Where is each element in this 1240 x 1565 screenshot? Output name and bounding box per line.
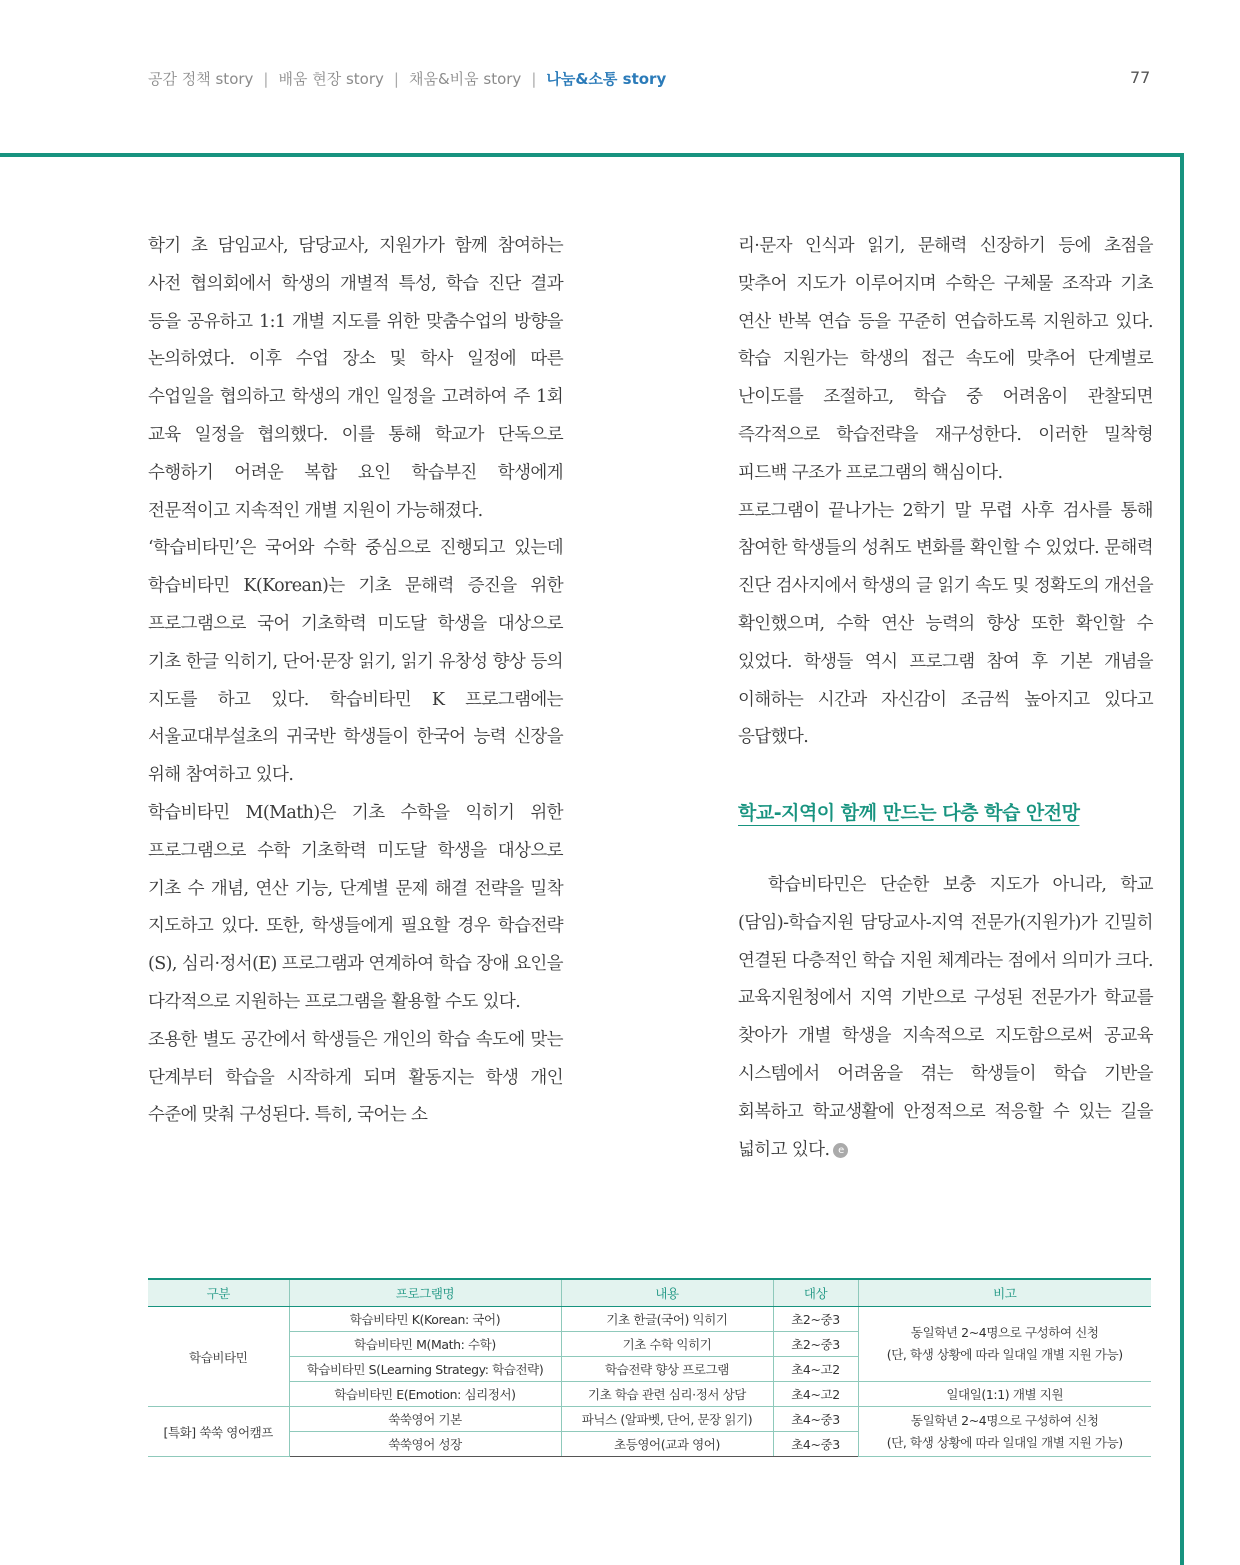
target-cell: 초2~중3 — [773, 1307, 858, 1332]
target-cell: 초4~고2 — [773, 1357, 858, 1382]
end-mark-icon: e — [833, 1143, 848, 1158]
frame-top-rule — [0, 153, 1184, 157]
table-row — [148, 1407, 1151, 1432]
nav-separator: | — [393, 70, 399, 88]
col-header-content: 내용 — [561, 1279, 773, 1307]
content-cell: 파닉스 (알파벳, 단어, 문장 읽기) — [561, 1407, 773, 1432]
col-header-target: 대상 — [773, 1279, 858, 1307]
note-line: 동일학년 2~4명으로 구성하여 신청 — [910, 1412, 1099, 1428]
page-number: 77 — [1130, 68, 1151, 87]
content-cell: 학습전략 향상 프로그램 — [561, 1357, 773, 1382]
note-cell — [858, 1407, 1151, 1457]
frame-right-rule — [1180, 153, 1184, 1565]
category-cell: 학습비타민 — [148, 1307, 289, 1407]
note-cell: 일대일(1:1) 개별 지원 — [858, 1382, 1151, 1407]
nav-item-policy[interactable]: 공감 정책 story — [148, 70, 254, 88]
content-cell: 기초 학습 관련 심리·정서 상담 — [561, 1382, 773, 1407]
body-paragraph: 리·문자 인식과 읽기, 문해력 신장하기 등에 초점을 맞추어 지도가 이루어지며 수학은 구체물 조작과 기초 연산 반복 연습 등을 꾸준히 연습하도록 지원하고 있다. 학습 지원가는 학생의 접근 속도에 맞추어 단계별로 난이도를 조절하고, 학습 중 어려움이 관찰되면 즉각적으로 학습전략을 재구성한다. 이러한 밀착형 피드백 구조가 프로그램의 핵심이다. — [738, 236, 1153, 483]
target-cell: 초4~중3 — [773, 1432, 858, 1457]
closing-paragraph — [738, 867, 1153, 1169]
target-cell: 초2~중3 — [773, 1332, 858, 1357]
note-line: 동일학년 2~4명으로 구성하여 신청 — [910, 1325, 1099, 1340]
nav-separator: | — [263, 70, 269, 88]
program-cell: 학습비타민 M(Math: 수학) — [289, 1332, 561, 1357]
body-paragraph: 학기 초 담임교사, 담당교사, 지원가가 함께 참여하는 사전 협의회에서 학생의 개별적 특성, 학습 진단 결과 등을 공유하고 1:1 개별 지도를 위한 맞춤수업의 방향을 논의하였다. 이후 수업 장소 및 학사 일정에 따른 수업일을 협의하고 학생의 개인 일정을 고려하여 주 1회 교육 일정을 협의했다. 이를 통해 학교가 단독으로 수행하기 어려운 복합 요인 학습부진 학생에게 전문적이고 지속적인 개별 지원이 가능해졌다. — [148, 236, 563, 521]
program-cell: 쑥쑥영어 성장 — [289, 1432, 561, 1457]
col-header-category: 구분 — [148, 1279, 289, 1307]
nav-separator: | — [531, 70, 537, 88]
target-cell: 초4~고2 — [773, 1382, 858, 1407]
table-header-row — [148, 1279, 1151, 1307]
note-line: (단, 학생 상황에 따라 일대일 개별 지원 가능) — [886, 1347, 1123, 1362]
nav-item-share-active[interactable]: 나눔&소통 story — [546, 70, 667, 88]
section-nav — [148, 68, 666, 89]
program-table — [148, 1278, 1151, 1457]
body-paragraph: ‘학습비타민’은 국어와 수학 중심으로 진행되고 있는데 학습비타민 K(Korean)는 기초 문해력 증진을 위한 프로그램으로 국어 기초학력 미도달 학생을 대상으로 기초 한글 익히기, 단어·문장 읽기, 읽기 유창성 향상 등의 지도를 하고 있다. 학습비타민 K 프로그램에는 서울교대부설초의 귀국반 학생들이 한국어 능력 신장을 위해 참여하고 있다. — [148, 538, 563, 786]
right-column — [738, 228, 1153, 1169]
nav-item-field[interactable]: 배움 현장 story — [278, 70, 384, 88]
col-header-program: 프로그램명 — [289, 1279, 561, 1307]
body-paragraph: 학습비타민 M(Math)은 기초 수학을 익히기 위한 프로그램으로 수학 기초학력 미도달 학생을 대상으로 기초 수 개념, 연산 기능, 단계별 문제 해결 전략을 밀착 지도하고 있다. 또한, 학생들에게 필요할 경우 학습전략(S), 심리·정서(E) 프로그램과 연계하여 학습 장애 요인을 다각적으로 지원하는 프로그램을 활용할 수도 있다. — [148, 802, 563, 1012]
content-cell: 기초 한글(국어) 익히기 — [561, 1307, 773, 1332]
body-paragraph: 조용한 별도 공간에서 학생들은 개인의 학습 속도에 맞는 단계부터 학습을 시작하게 되며 활동지는 학생 개인 수준에 맞춰 구성된다. 특히, 국어는 소 — [148, 1029, 563, 1126]
note-cell — [858, 1307, 1151, 1382]
target-cell: 초4~중3 — [773, 1407, 858, 1432]
note-line: (단, 학생 상황에 따라 일대일 개별 지원 가능) — [886, 1434, 1123, 1450]
nav-item-fill[interactable]: 채움&비움 story — [408, 70, 522, 88]
body-paragraph: 프로그램이 끝나가는 2학기 말 무렵 사후 검사를 통해 참여한 학생들의 성취도 변화를 확인할 수 있었다. 문해력 진단 검사지에서 학생의 글 읽기 속도 및 정확도의 개선을 확인했으며, 수학 연산 능력의 향상 또한 확인할 수 있었다. 학생들 역시 프로그램 참여 후 기본 개념을 이해하는 시간과 자신감이 조금씩 높아지고 있다고 응답했다. — [738, 500, 1153, 748]
table-row — [148, 1382, 1151, 1407]
table-row — [148, 1307, 1151, 1332]
category-cell: [특화] 쑥쑥 영어캠프 — [148, 1407, 289, 1457]
col-header-note: 비고 — [858, 1279, 1151, 1307]
program-cell: 쑥쑥영어 기본 — [289, 1407, 561, 1432]
closing-paragraph-text: 학습비타민은 단순한 보충 지도가 아니라, 학교(담임)-학습지원 담당교사-지역 전문가(지원가)가 긴밀히 연결된 다층적인 학습 지원 체계라는 점에서 의미가 크다. 교육지원청에서 지역 기반으로 구성된 전문가가 학교를 찾아가 개별 학생을 지속적으로 지도함으로써 공교육 시스템에서 어려움을 겪는 학생들이 학습 기반을 회복하고 학교생활에 안정적으로 적응할 수 있는 길을 넓히고 있다. — [738, 874, 1153, 1160]
content-cell: 기초 수학 익히기 — [561, 1332, 773, 1357]
program-cell: 학습비타민 E(Emotion: 심리정서) — [289, 1382, 561, 1407]
content-cell: 초등영어(교과 영어) — [561, 1432, 773, 1457]
left-column — [148, 228, 563, 1135]
section-subheading: 학교-지역이 함께 만드는 다층 학습 안전망 — [738, 802, 1080, 825]
program-cell: 학습비타민 S(Learning Strategy: 학습전략) — [289, 1357, 561, 1382]
program-cell: 학습비타민 K(Korean: 국어) — [289, 1307, 561, 1332]
